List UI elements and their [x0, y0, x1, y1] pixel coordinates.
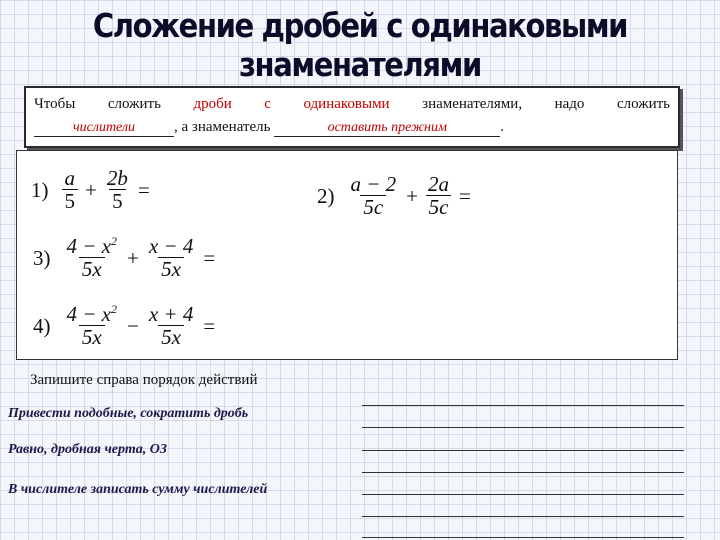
exercise-number: 4) [33, 313, 51, 338]
operator: + [406, 183, 419, 208]
rule-line-2 [34, 119, 504, 137]
denominator: 5 [109, 189, 126, 213]
exercise-3 [33, 235, 219, 281]
operator: − [127, 313, 139, 338]
numerator: a − 2 [350, 172, 397, 196]
equals-sign: = [203, 245, 216, 270]
rule-text-middle: , а знаменатель [174, 119, 271, 135]
answer-line[interactable] [362, 450, 684, 451]
fraction [146, 303, 197, 349]
fraction [64, 235, 121, 281]
step-3: В числителе записать сумму числителей [8, 482, 268, 497]
exercise-1 [31, 167, 154, 213]
step-1: Привести подобные, сократить дробь [8, 406, 249, 421]
numerator [64, 303, 121, 325]
equals-sign: = [137, 177, 150, 202]
rule-box [24, 86, 680, 148]
answer-numerators: числители [72, 120, 136, 135]
exercise-4 [33, 303, 219, 349]
fraction [104, 167, 131, 213]
answer-line[interactable] [362, 494, 684, 495]
denominator: 5c [426, 195, 452, 219]
answer-line[interactable] [362, 472, 684, 473]
rule-text-before: Чтобы сложить [34, 96, 161, 112]
exercise-box [16, 150, 678, 360]
fraction [348, 173, 400, 219]
operator: + [85, 177, 97, 202]
exercise-number: 2) [317, 183, 335, 208]
denominator: 5x [158, 257, 184, 281]
exponent: 2 [111, 302, 117, 316]
numerator [64, 235, 121, 257]
answer-keep-denominator: оставить прежним [327, 120, 447, 135]
numerator: 2a [428, 172, 450, 196]
equals-sign: = [203, 313, 216, 338]
rule-line-1 [34, 96, 670, 113]
numerator: x + 4 [148, 302, 194, 326]
fraction [146, 235, 197, 281]
denominator: 5x [158, 325, 184, 349]
exercise-number: 1) [31, 177, 49, 202]
step-2: Равно, дробная черта, ОЗ [8, 442, 167, 457]
answer-blank-2[interactable] [274, 119, 500, 137]
instruction: Запишите справа порядок действий [30, 372, 258, 388]
answer-line[interactable] [362, 516, 684, 517]
numerator-text: 4 − x [66, 234, 111, 258]
equals-sign: = [459, 183, 471, 208]
denominator: 5x [79, 257, 105, 281]
rule-end: . [500, 119, 505, 135]
exponent: 2 [111, 234, 117, 248]
page-title: Сложение дробей с одинаковыми знаменателями [92, 6, 628, 84]
numerator-text: 4 − x [66, 302, 111, 326]
numerator: 2b [106, 166, 128, 190]
rule-text-after: знаменателями, надо сложить [422, 96, 671, 112]
denominator: 5 [62, 189, 79, 213]
exercise-number: 3) [33, 245, 51, 270]
fraction [62, 167, 79, 213]
exercise-2 [317, 173, 475, 219]
fraction [64, 303, 121, 349]
operator: + [127, 245, 139, 270]
denominator: 5c [360, 195, 386, 219]
numerator: x − 4 [148, 234, 194, 258]
fraction [425, 173, 452, 219]
answer-blank-1[interactable] [34, 119, 174, 137]
answer-line[interactable] [362, 537, 684, 538]
rule-highlight: дроби с одинаковыми [193, 96, 390, 112]
numerator: a [64, 166, 75, 190]
answer-line[interactable] [362, 405, 684, 406]
denominator: 5x [79, 325, 105, 349]
answer-line[interactable] [362, 427, 684, 428]
